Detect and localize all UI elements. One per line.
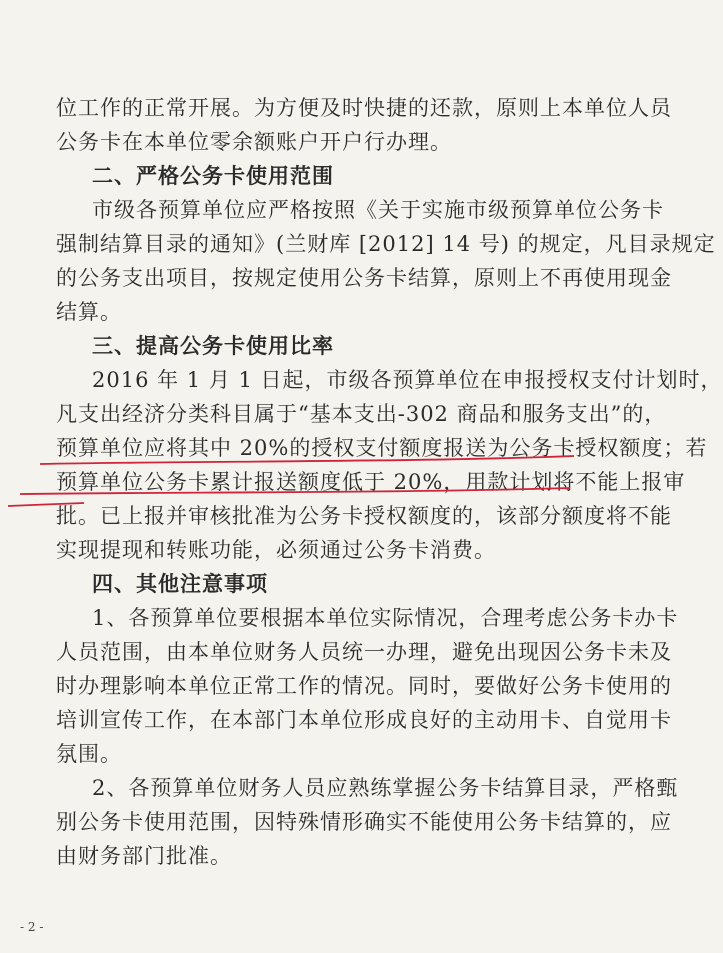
body-line: 公务卡在本单位零余额账户开户行办理。 (56, 130, 452, 154)
section-heading-2: 二、严格公务卡使用范围 (92, 163, 334, 188)
body-line: 别公务卡使用范围，因特殊情形确实不能使用公务卡结算的，应 (56, 810, 672, 834)
highlighted-line: 预算单位应将其中 20%的授权支付额度报送为公务卡授权额度；若 (56, 436, 708, 460)
body-line: 人员范围，由本单位财务人员统一办理，避免出现因公务卡未及 (56, 640, 672, 664)
page-number: - 2 - (20, 920, 44, 934)
section-heading-4: 四、其他注意事项 (92, 571, 268, 596)
body-line: 时办理影响本单位正常工作的情况。同时，要做好公务卡使用的 (56, 674, 672, 698)
body-line: 实现提现和转账功能，必须通过公务卡消费。 (56, 538, 496, 562)
body-line: 位工作的正常开展。为方便及时快捷的还款，原则上本单位人员 (56, 96, 672, 120)
section-heading-3: 三、提高公务卡使用比率 (92, 333, 334, 358)
body-line: 培训宣传工作，在本部门本单位形成良好的主动用卡、自觉用卡 (56, 708, 672, 732)
body-line: 氛围。 (56, 742, 122, 766)
highlighted-line: 预算单位公务卡累计报送额度低于 20%，用款计划将不能上报审 (56, 470, 686, 494)
body-line: 1、各预算单位要根据本单位实际情况，合理考虑公务卡办卡 (92, 606, 679, 630)
body-line: 凡支出经济分类科目属于“基本支出-302 商品和服务支出”的， (56, 402, 667, 426)
body-line: 强制结算目录的通知》(兰财库 [2012] 14 号) 的规定，凡目录规定 (56, 232, 716, 256)
body-line: 市级各预算单位应严格按照《关于实施市级预算单位公务卡 (92, 198, 664, 222)
body-line: 由财务部门批准。 (56, 844, 232, 868)
body-line: 2016 年 1 月 1 日起，市级各预算单位在申报授权支付计划时， (92, 368, 723, 392)
body-line: 2、各预算单位财务人员应熟练掌握公务卡结算目录，严格甄 (92, 776, 679, 800)
body-line: 的公务支出项目，按规定使用公务卡结算，原则上不再使用现金 (56, 266, 672, 290)
body-line: 结算。 (56, 300, 122, 324)
body-line: 批。已上报并审核批准为公务卡授权额度的，该部分额度将不能 (56, 504, 672, 528)
